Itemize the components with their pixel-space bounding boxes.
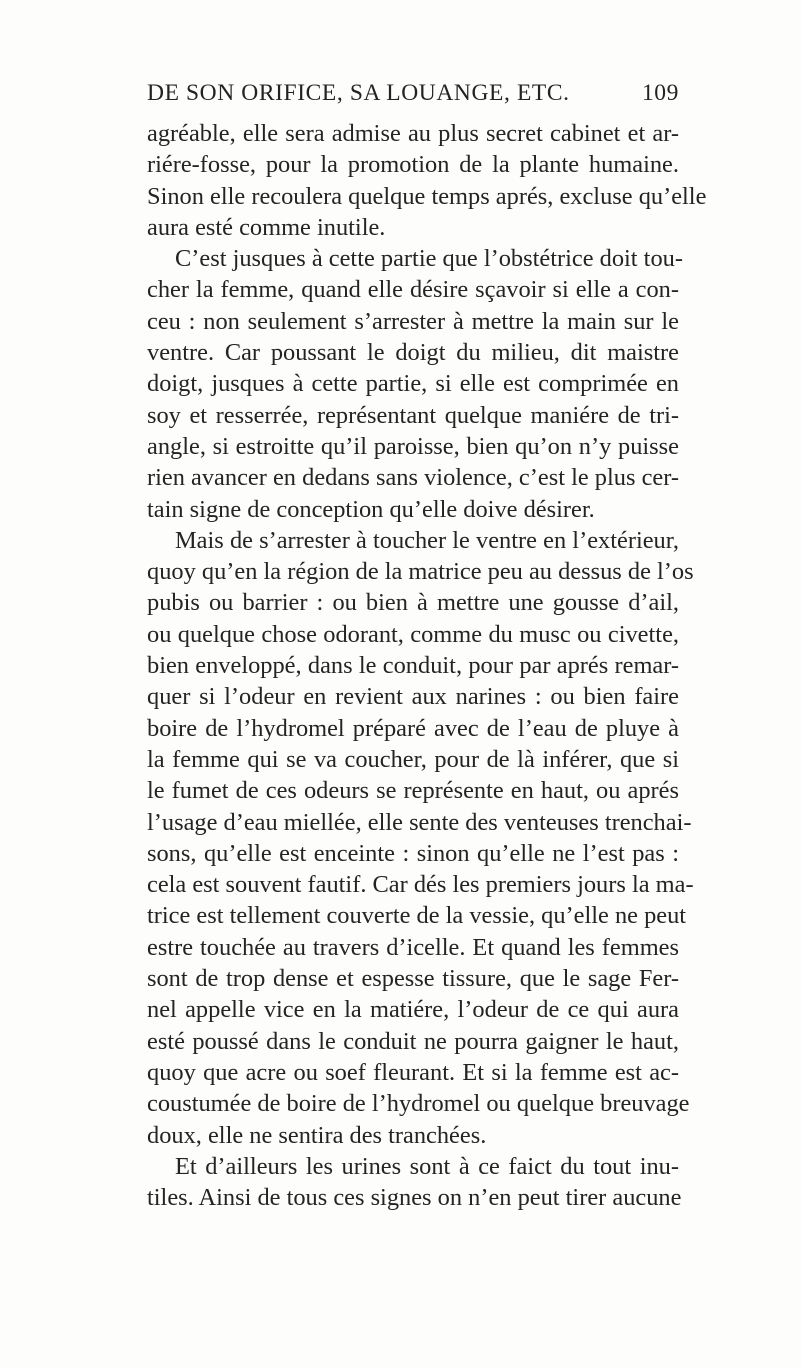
text-line: quoy que acre ou soef fleurant. Et si la femme est ac-: [147, 1058, 679, 1086]
text-line: quoy qu’en la région de la matrice peu au dessus de l’os: [147, 558, 694, 586]
text-line: soy et resserrée, représentant quelque maniére de tri-: [147, 401, 679, 429]
text-line: sont de trop dense et espesse tissure, que le sage Fer-: [147, 965, 679, 993]
text-line: la femme qui se va coucher, pour de là inférer, que si: [147, 745, 679, 773]
text-line: Mais de s’arrester à toucher le ventre en l’extérieur,: [175, 526, 679, 554]
text-line: pubis ou barrier : ou bien à mettre une gousse d’ail,: [147, 589, 679, 617]
text-line: riére-fosse, pour la promotion de la plante humaine.: [147, 151, 679, 179]
text-line: cela est souvent fautif. Car dés les premiers jours la ma-: [147, 871, 694, 899]
text-line: le fumet de ces odeurs se représente en haut, ou aprés: [147, 777, 679, 805]
running-title: DE SON ORIFICE, SA LOUANGE, ETC.: [147, 80, 570, 106]
text-line: angle, si estroitte qu’il paroisse, bien qu’on n’y puisse: [147, 432, 679, 460]
text-line: aura esté comme inutile.: [147, 213, 386, 241]
text-line: coustumée de boire de l’hydromel ou quelque breuvage: [147, 1090, 690, 1118]
text-line: sons, qu’elle est enceinte : sinon qu’elle ne l’est pas :: [147, 839, 679, 867]
text-line: ou quelque chose odorant, comme du musc ou civette,: [147, 620, 679, 648]
text-line: ceu : non seulement s’arrester à mettre la main sur le: [147, 307, 679, 335]
running-head: [147, 80, 679, 110]
page-number: 109: [641, 80, 679, 106]
text-line: ventre. Car poussant le doigt du milieu, dit maistre: [147, 339, 679, 367]
text-line: Et d’ailleurs les urines sont à ce faict du tout inu-: [175, 1152, 679, 1180]
text-line: doigt, jusques à cette partie, si elle est comprimée en: [147, 370, 679, 398]
text-line: C’est jusques à cette partie que l’obstétrice doit tou-: [175, 245, 683, 273]
text-line: bien enveloppé, dans le conduit, pour par aprés remar-: [147, 652, 679, 680]
text-line: Sinon elle recoulera quelque temps aprés, excluse qu’elle: [147, 182, 707, 210]
text-line: trice est tellement couverte de la vessie, qu’elle ne peut: [147, 902, 687, 930]
text-line: quer si l’odeur en revient aux narines : ou bien faire: [147, 683, 679, 711]
text-line: esté poussé dans le conduit ne pourra gaigner le haut,: [147, 1027, 679, 1055]
text-line: tain signe de conception qu’elle doive désirer.: [147, 495, 595, 523]
body-text: [147, 118, 707, 1213]
text-line: nel appelle vice en la matiére, l’odeur de ce qui aura: [147, 996, 679, 1024]
text-line: estre touchée au travers d’icelle. Et quand les femmes: [147, 933, 679, 961]
text-line: rien avancer en dedans sans violence, c’est le plus cer-: [147, 464, 679, 492]
text-line: tiles. Ainsi de tous ces signes on n’en peut tirer aucune: [147, 1184, 682, 1212]
text-line: l’usage d’eau miellée, elle sente des venteuses trenchai-: [147, 808, 692, 836]
text-line: agréable, elle sera admise au plus secret cabinet et ar-: [147, 120, 679, 147]
text-line: doux, elle ne sentira des tranchées.: [147, 1121, 487, 1149]
text-line: cher la femme, quand elle désire sçavoir si elle a con-: [147, 276, 679, 304]
text-line: boire de l’hydromel préparé avec de l’eau de pluye à: [147, 714, 679, 742]
